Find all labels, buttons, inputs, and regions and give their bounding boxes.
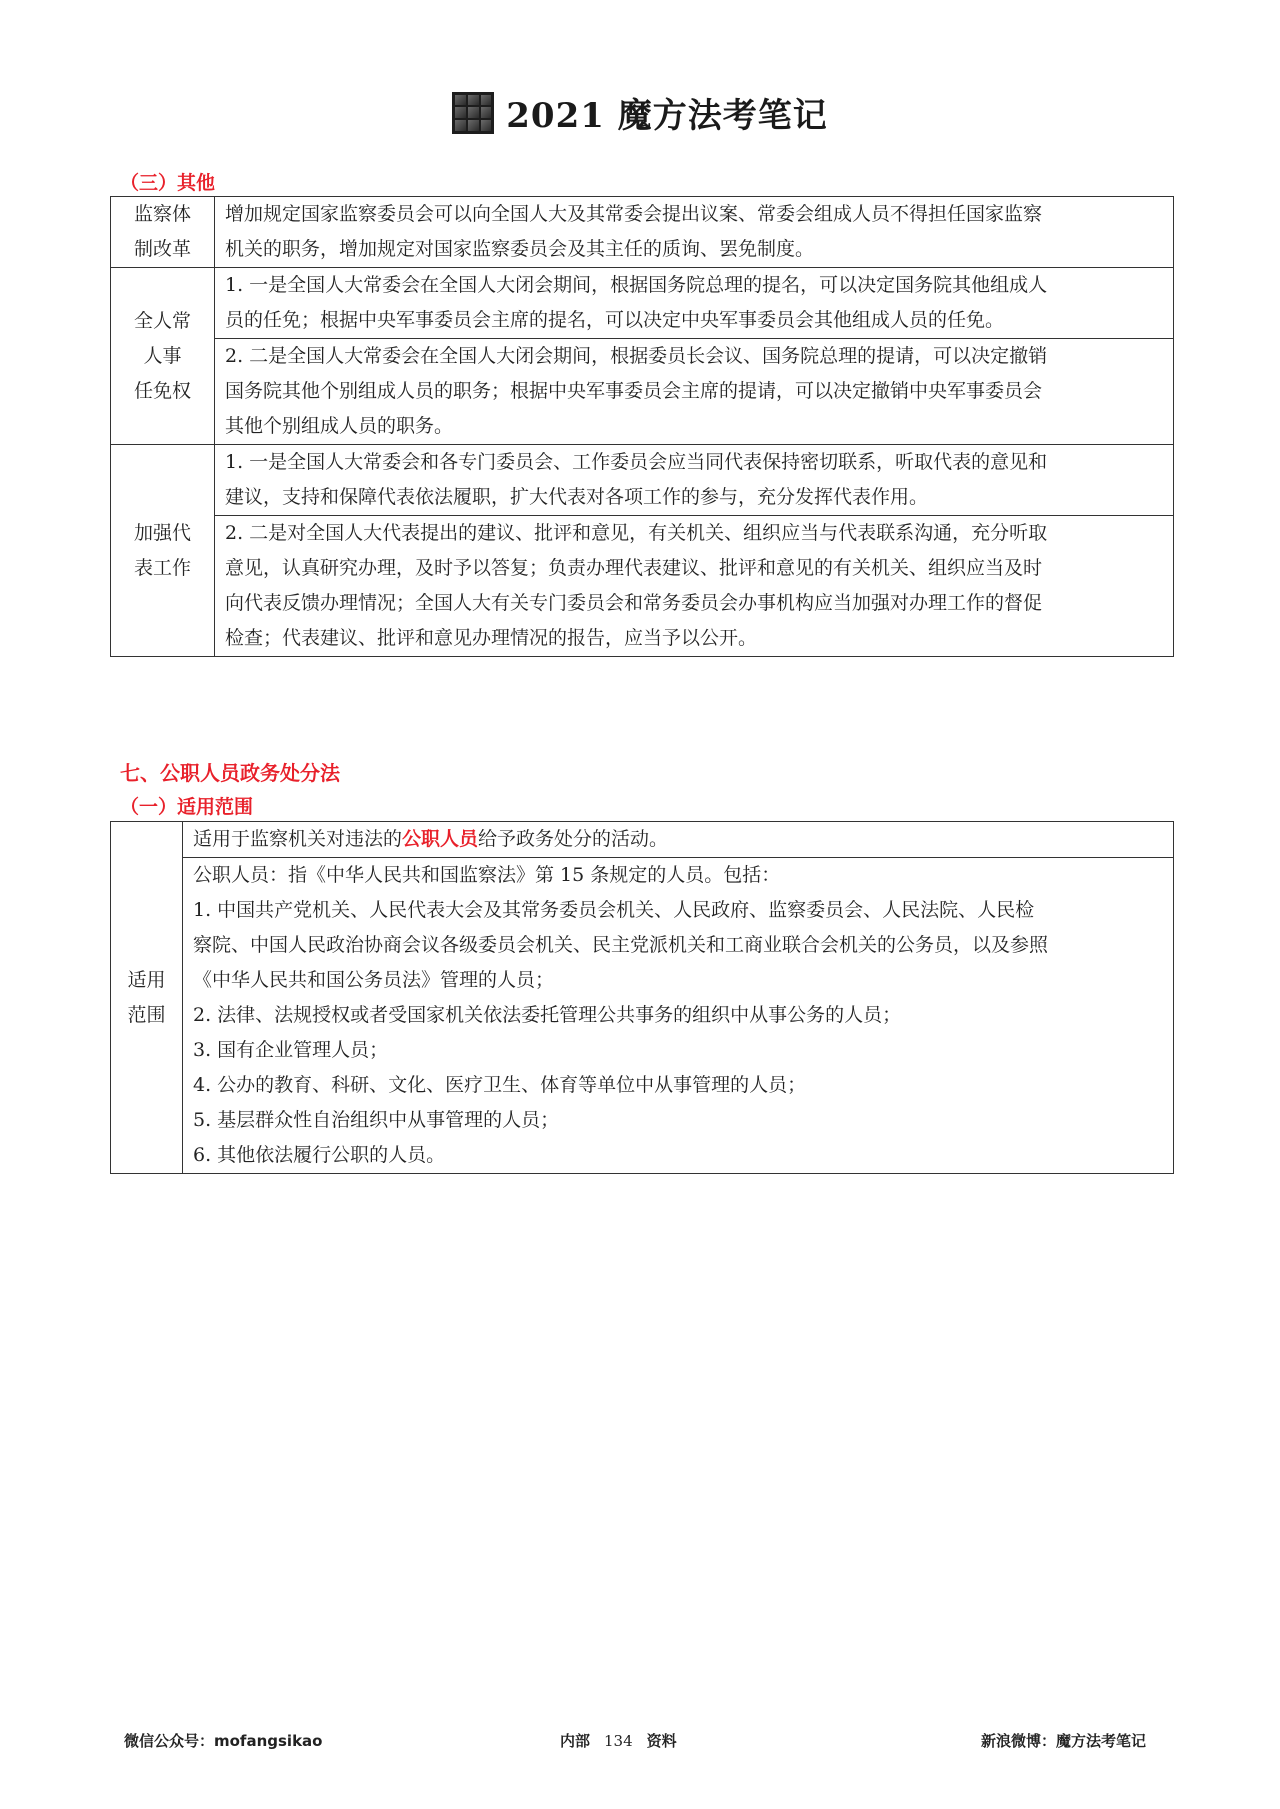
other-table (110, 196, 1174, 657)
footer-material-label: 资料 (646, 1732, 677, 1750)
content-line: 1. 一是全国人大常委会在全国人大闭会期间，根据国务院总理的提名，可以决定国务院其他组成人 (225, 274, 1048, 296)
content-line: 员的任免；根据中央军事委员会主席的提名，可以决定中央军事委员会其他组成人员的任免。 (225, 309, 1005, 331)
footer-weibo: 新浪微博：魔方法考笔记 (980, 1732, 1146, 1750)
page-footer (0, 1730, 1280, 1760)
row-content (183, 822, 1174, 858)
content-line: 1. 中国共产党机关、人民代表大会及其常务委员会机关、人民政府、监察委员会、人民法院、人民检 (193, 899, 1035, 921)
table-row (111, 339, 1174, 445)
scope-text-post: 给予政务处分的活动。 (478, 828, 669, 850)
page-number: 134 (604, 1732, 633, 1750)
content-line: 向代表反馈办理情况；全国人大有关专门委员会和常务委员会办事机构应当加强对办理工作的督促 (225, 592, 1043, 614)
table-row (111, 197, 1174, 268)
table-row (111, 858, 1174, 1174)
footer-wechat: 微信公众号：mofangsikao (124, 1732, 323, 1750)
page-title: 2021 魔方法考笔记 (506, 96, 828, 136)
row-category (111, 197, 215, 268)
section-subheading-scope: （一）适用范围 (120, 796, 254, 818)
content-line: 意见，认真研究办理，及时予以答复；负责办理代表建议、批评和意见的有关机关、组织应当及时 (225, 557, 1043, 579)
content-line: 4. 公办的教育、科研、文化、医疗卫生、体育等单位中从事管理的人员； (193, 1074, 807, 1096)
section-heading-other: （三）其他 (120, 172, 216, 194)
category-line: 人事 (143, 344, 182, 367)
content-line: 2. 法律、法规授权或者受国家机关依法委托管理公共事务的组织中从事公务的人员； (193, 1004, 902, 1026)
scope-text-pre: 适用于监察机关对违法的 (193, 828, 403, 850)
table-row (111, 822, 1174, 858)
content-line: 建议，支持和保障代表依法履职，扩大代表对各项工作的参与，充分发挥代表作用。 (225, 486, 929, 508)
content-line: 机关的职务，增加规定对国家监察委员会及其主任的质询、罢免制度。 (225, 238, 815, 260)
row-content (215, 516, 1174, 657)
table-row (111, 268, 1174, 339)
category-line: 全人常 (133, 309, 191, 332)
row-category (111, 445, 215, 657)
footer-internal-label: 内部 (560, 1732, 591, 1750)
content-line: 2. 二是全国人大常委会在全国人大闭会期间，根据委员长会议、国务院总理的提请，可以决定撤销 (225, 345, 1048, 367)
scope-table (110, 821, 1174, 1174)
category-line: 监察体 (133, 203, 191, 225)
content-line: 《中华人民共和国公务员法》管理的人员； (193, 969, 555, 991)
rubiks-cube-icon (452, 92, 494, 134)
row-category (111, 268, 215, 445)
row-content (215, 339, 1174, 445)
row-content (215, 445, 1174, 516)
scope-highlight: 公职人员 (402, 828, 479, 850)
content-line: 2. 二是对全国人大代表提出的建议、批评和意见，有关机关、组织应当与代表联系沟通，充分听取 (225, 522, 1048, 544)
content-line: 其他个别组成人员的职务。 (225, 415, 454, 437)
category-line: 适用 (127, 968, 166, 991)
content-line: 1. 一是全国人大常委会和各专门委员会、工作委员会应当同代表保持密切联系，听取代表的意见和 (225, 451, 1048, 473)
page-header (0, 88, 1280, 137)
content-line: 6. 其他依法履行公职的人员。 (193, 1144, 446, 1166)
content-line: 国务院其他个别组成人员的职务；根据中央军事委员会主席的提请，可以决定撤销中央军事委员会 (225, 380, 1043, 402)
content-line: 增加规定国家监察委员会可以向全国人大及其常委会提出议案、常委会组成人员不得担任国家监察 (225, 203, 1043, 225)
content-line: 察院、中国人民政治协商会议各级委员会机关、民主党派机关和工商业联合会机关的公务员，以及参照 (193, 934, 1049, 956)
content-line: 检查；代表建议、批评和意见办理情况的报告，应当予以公开。 (225, 627, 758, 649)
category-line: 表工作 (133, 556, 191, 579)
category-line: 制改革 (133, 238, 191, 260)
section-heading-seven: 七、公职人员政务处分法 (120, 761, 340, 785)
table-row (111, 516, 1174, 657)
row-content (215, 268, 1174, 339)
content-line: 公职人员：指《中华人民共和国监察法》第 15 条规定的人员。包括： (193, 864, 781, 886)
category-line: 任免权 (133, 379, 191, 402)
row-content (183, 858, 1174, 1174)
row-category (111, 822, 183, 1174)
content-line (193, 822, 1163, 857)
content-line: 3. 国有企业管理人员； (193, 1039, 389, 1061)
category-line: 范围 (127, 1003, 166, 1026)
category-line: 加强代 (133, 521, 191, 544)
footer-page (560, 1730, 677, 1751)
table-row (111, 445, 1174, 516)
row-content (215, 197, 1174, 268)
content-line: 5. 基层群众性自治组织中从事管理的人员； (193, 1109, 560, 1131)
